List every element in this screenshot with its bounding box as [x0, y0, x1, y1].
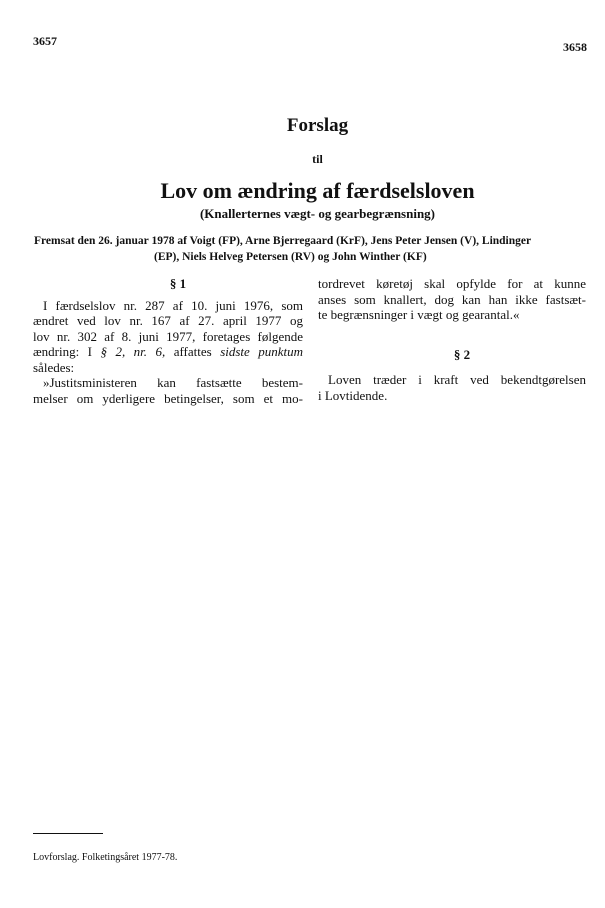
section-1-line-2: ændret ved lov nr. 167 af 27. april 1977 og [33, 313, 303, 328]
section-1-line-1: I færdselslov nr. 287 af 10. juni 1976, som [43, 297, 303, 313]
section-1-term: sidste punktum [220, 344, 304, 359]
section-1-line-7: melser om yderligere betingelser, som et mo- [33, 390, 303, 406]
document-title: Forslag [286, 115, 349, 136]
right-column [318, 276, 586, 403]
left-column [33, 276, 303, 406]
section-1-line-4 [33, 344, 303, 360]
section-1-line-4-prefix: ændring: I [33, 344, 93, 359]
page-number-left: 3657 [33, 34, 57, 48]
fremsat-line-1: Fremsat den 26. januar 1978 af Voigt (FP), Arne Bjerregaard (KrF), Jens Peter Jensen (V), Lindinger [34, 235, 532, 247]
law-title: Lov om ændring af færdselsloven [160, 178, 475, 203]
right-line-3: te begrænsninger i vægt og gearantal.« [318, 307, 520, 322]
section-2-line-2: i Lovtidende. [318, 387, 388, 403]
section-1-line-3: lov nr. 302 af 8. juni 1977, foretages følgende [33, 328, 303, 344]
section-1-line-5: således: [33, 359, 75, 375]
footer-text: Lovforslag. Folketingsåret 1977-78. [33, 852, 178, 863]
right-line-1: tordrevet køretøj skal opfylde for at kunne [318, 276, 586, 291]
section-1-line-6: »Justitsministeren kan fastsætte bestem- [43, 375, 303, 390]
section-1-ref: § 2, nr. 6, [100, 344, 166, 359]
section-1-heading: § 1 [169, 276, 187, 291]
section-2-line-1: Loven træder i kraft ved bekendtgørelsen [328, 372, 586, 387]
fremsat-line-2: (EP), Niels Helveg Petersen (RV) og John Winther (KF) [154, 251, 427, 263]
fremsat-text [34, 233, 594, 265]
right-line-2: anses som knallert, dog kan han ikke fastsæt- [318, 291, 586, 307]
footnote-rule [33, 833, 103, 834]
page-number-right: 3658 [563, 40, 587, 54]
section-1-line-4-mid: affattes [173, 344, 212, 359]
law-subtitle: (Knallerternes vægt- og gearbegrænsning) [199, 206, 436, 221]
document-til: til [312, 152, 323, 166]
section-2-heading: § 2 [453, 346, 471, 362]
